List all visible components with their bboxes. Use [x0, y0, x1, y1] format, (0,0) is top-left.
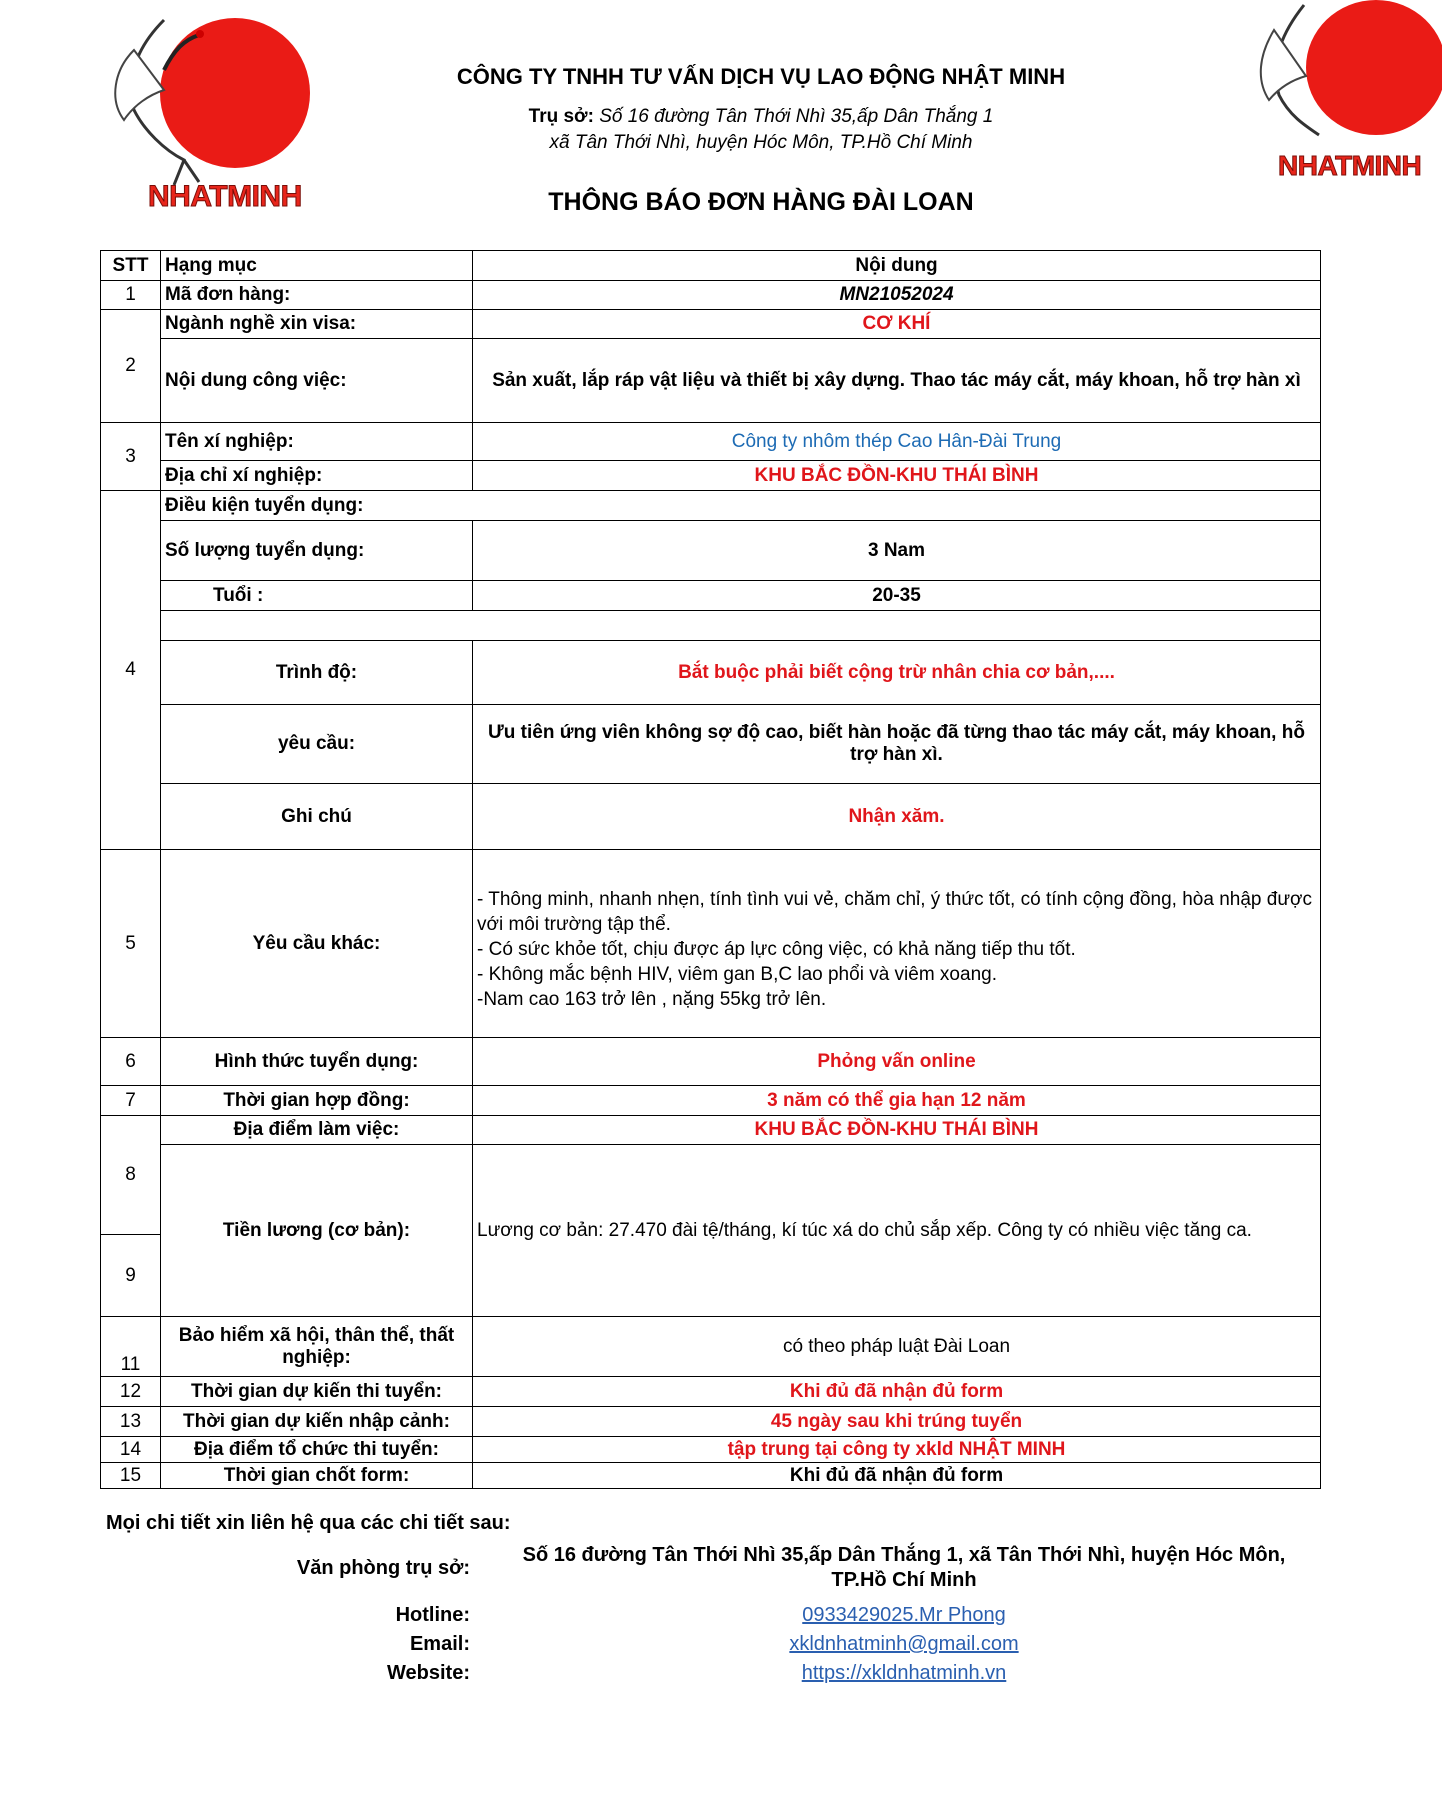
enterprise-name: Công ty nhôm thép Cao Hân-Đài Trung — [473, 423, 1321, 461]
email-row — [494, 1633, 1314, 1656]
row-label: Địa điểm làm việc: — [161, 1116, 473, 1145]
row-label: Tuổi : — [161, 581, 473, 611]
table-row — [101, 281, 1321, 310]
row-label: Địa chỉ xí nghiệp: — [161, 461, 473, 491]
other-requirements — [473, 850, 1321, 1038]
row-number: 7 — [101, 1086, 161, 1116]
row-label: Ngành nghề xin visa: — [161, 310, 473, 339]
table-row — [101, 423, 1321, 461]
row-label: Trình độ: — [161, 641, 473, 705]
enterprise-address: KHU BẮC ĐỒN-KHU THÁI BÌNH — [473, 461, 1321, 491]
row-label: yêu cầu: — [161, 705, 473, 784]
row-label: Thời gian dự kiến nhập cảnh: — [161, 1407, 473, 1437]
row-number: 9 — [101, 1235, 161, 1317]
table-row — [101, 1317, 1321, 1377]
table-row — [101, 581, 1321, 611]
address-label: Trụ sở: — [528, 106, 594, 127]
col-stt: STT — [101, 251, 161, 281]
requirement-line: - Thông minh, nhanh nhẹn, tính tình vui vẻ, chăm chỉ, ý thức tốt, có tính cộng đồng, hòa nhập được với môi trường tập thể. — [477, 889, 1313, 935]
website-link[interactable]: https://xkldnhatminh.vn — [801, 1662, 1007, 1684]
row-label: Thời gian dự kiến thi tuyển: — [161, 1377, 473, 1407]
crane-icon — [104, 10, 314, 200]
table-row — [101, 310, 1321, 339]
logo-wordmark: NHATMINH — [1278, 150, 1422, 181]
insurance-info: có theo pháp luật Đài Loan — [473, 1317, 1321, 1377]
salary-info: Lương cơ bản: 27.470 đài tệ/tháng, kí túc xá do chủ sắp xếp. Công ty có nhiều việc tăng ca. — [473, 1145, 1321, 1317]
logo-wordmark: NHATMINH — [148, 180, 302, 213]
table-row — [101, 850, 1321, 1038]
row-label: Yêu cầu khác: — [161, 850, 473, 1038]
row-number: 5 — [101, 850, 161, 1038]
table-row — [101, 784, 1321, 850]
row-number: 1 — [101, 281, 161, 310]
row-label: Mã đơn hàng: — [161, 281, 473, 310]
address-text: Số 16 đường Tân Thới Nhì 35,ấp Dân Thắng 1 — [599, 106, 994, 127]
table-row — [101, 705, 1321, 784]
table-row — [101, 641, 1321, 705]
table-row — [101, 1038, 1321, 1086]
age-range: 20-35 — [473, 581, 1321, 611]
office-address — [494, 1544, 1314, 1592]
row-label: Hình thức tuyển dụng: — [161, 1038, 473, 1086]
form-deadline: Khi đủ đã nhận đủ form — [473, 1463, 1321, 1489]
table-row — [101, 1407, 1321, 1437]
table-row — [101, 1086, 1321, 1116]
visa-occupation: CƠ KHÍ — [473, 310, 1321, 339]
row-number: 2 — [101, 310, 161, 423]
page-title: THÔNG BÁO ĐƠN HÀNG ĐÀI LOAN — [548, 188, 974, 216]
note-value: Nhận xăm. — [473, 784, 1321, 850]
job-description: Sản xuất, lắp ráp vật liệu và thiết bị xây dựng. Thao tác máy cắt, máy khoan, hỗ trợ hàn xì — [473, 339, 1321, 423]
row-label: Ghi chú — [161, 784, 473, 850]
row-label: Điều kiện tuyển dụng: — [161, 491, 1321, 521]
row-number: 6 — [101, 1038, 161, 1086]
order-table — [100, 250, 1321, 1489]
row-label: Tiền lương (cơ bản): — [161, 1145, 473, 1317]
table-row-empty — [101, 611, 1321, 641]
exam-location: tập trung tại công ty xkld NHẬT MINH — [473, 1437, 1321, 1463]
recruit-method: Phỏng vấn online — [473, 1038, 1321, 1086]
website-label: Website: — [387, 1662, 470, 1684]
requirement-line: - Không mắc bệnh HIV, viêm gan B,C lao phổi và viêm xoang. — [477, 964, 997, 985]
row-label: Bảo hiểm xã hội, thân thể, thất nghiệp: — [161, 1317, 473, 1377]
row-number: 14 — [101, 1437, 161, 1463]
company-logo-right — [1254, 0, 1442, 205]
website-row — [494, 1662, 1314, 1685]
row-number: 3 — [101, 423, 161, 491]
entry-time: 45 ngày sau khi trúng tuyển — [473, 1407, 1321, 1437]
table-row — [101, 1463, 1321, 1489]
table-row — [101, 1437, 1321, 1463]
row-number: 13 — [101, 1407, 161, 1437]
email-label: Email: — [409, 1633, 470, 1655]
row-label: Địa điểm tổ chức thi tuyển: — [161, 1437, 473, 1463]
table-header-row — [101, 251, 1321, 281]
col-item: Hạng mục — [161, 251, 473, 281]
hotline-link[interactable]: 0933429025.Mr Phong — [802, 1604, 1006, 1626]
office-label: Văn phòng trụ sở: — [296, 1557, 470, 1579]
address-line-2: xã Tân Thới Nhì, huyện Hóc Môn, TP.Hồ Chí Minh — [549, 132, 973, 153]
work-location: KHU BẮC ĐỒN-KHU THÁI BÌNH — [473, 1116, 1321, 1145]
empty-cell — [161, 611, 1321, 641]
hotline-row — [494, 1604, 1314, 1627]
table-row — [101, 461, 1321, 491]
row-label: Nội dung công việc: — [161, 339, 473, 423]
row-label: Thời gian chốt form: — [161, 1463, 473, 1489]
education-requirement: Bắt buộc phải biết cộng trừ nhân chia cơ bản,.... — [473, 641, 1321, 705]
row-label: Số lượng tuyển dụng: — [161, 521, 473, 581]
row-number: 15 — [101, 1463, 161, 1489]
row-label: Thời gian hợp đồng: — [161, 1086, 473, 1116]
office-address-line: TP.Hồ Chí Minh — [831, 1569, 977, 1591]
table-row — [101, 1145, 1321, 1235]
recruit-quantity: 3 Nam — [473, 521, 1321, 581]
table-row — [101, 491, 1321, 521]
table-row — [101, 521, 1321, 581]
row-number: 12 — [101, 1377, 161, 1407]
row-number: 8 — [101, 1116, 161, 1235]
email-link[interactable]: xkldnhatminh@gmail.com — [789, 1633, 1019, 1655]
row-label: Tên xí nghiệp: — [161, 423, 473, 461]
row-number: 11 — [101, 1317, 161, 1377]
hotline-label: Hotline: — [395, 1604, 470, 1626]
table-row — [101, 1377, 1321, 1407]
row-number: 4 — [101, 491, 161, 850]
order-code: MN21052024 — [473, 281, 1321, 310]
col-content: Nội dung — [473, 251, 1321, 281]
job-requirement: Ưu tiên ứng viên không sợ độ cao, biết hàn hoặc đã từng thao tác máy cắt, máy khoan, hỗ trợ hàn xì. — [473, 705, 1321, 784]
contact-intro: Mọi chi tiết xin liên hệ qua các chi tiết sau: — [106, 1512, 511, 1534]
exam-time: Khi đủ đã nhận đủ form — [473, 1377, 1321, 1407]
table-row — [101, 1116, 1321, 1145]
office-address-line: Số 16 đường Tân Thới Nhì 35,ấp Dân Thắng 1, xã Tân Thới Nhì, huyện Hóc Môn, — [522, 1544, 1286, 1566]
contract-duration: 3 năm có thể gia hạn 12 năm — [473, 1086, 1321, 1116]
requirement-line: -Nam cao 163 trở lên , nặng 55kg trở lên. — [477, 989, 827, 1010]
company-name: CÔNG TY TNHH TƯ VẤN DỊCH VỤ LAO ĐỘNG NHẬT MINH — [456, 64, 1066, 89]
address-line-1 — [0, 106, 1442, 128]
requirement-line: - Có sức khỏe tốt, chịu được áp lực công việc, có khả năng tiếp thu tốt. — [477, 939, 1076, 960]
table-row — [101, 339, 1321, 423]
